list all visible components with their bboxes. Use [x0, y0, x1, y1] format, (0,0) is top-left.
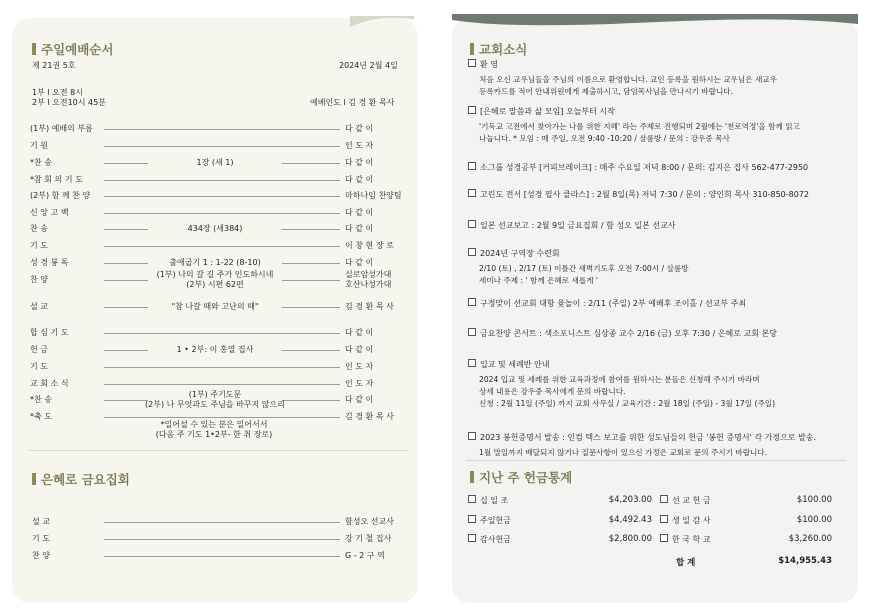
leader-line [104, 539, 340, 540]
order-label: 기 도 [30, 362, 48, 371]
news-item-line: 등록카드를 적어 안내위원에게 제출하시고, 담임목사님을 만나시기 바랍니다. [479, 87, 734, 96]
offering-label [468, 534, 511, 545]
offering-label-text: 생 일 감 사 [672, 516, 711, 525]
order-responsible: 인 도 자 [345, 362, 374, 371]
news-item-line: 2/10 (토) , 2/17 (토) 이틀간 새벽기도후 오전 7:00시 / 살롬방 [479, 264, 689, 273]
leader-line [282, 307, 340, 308]
news-item-line: 신청 : 2월 11일 (주일) 까지 교회 사무실 / 교육기간 : 2월 18일 (주일) - 3월 17일 (주일) [479, 399, 776, 408]
order-label: 찬 양 [30, 275, 48, 284]
leader-line [104, 367, 340, 368]
order-label: *찬 송 [30, 395, 52, 404]
friday-label: 찬 양 [32, 551, 50, 560]
order-responsible: 다 같 이 [345, 395, 374, 404]
checkbox-square-icon [468, 495, 476, 503]
news-title-text: 교회소식 [479, 42, 528, 57]
checkbox-square-icon [468, 189, 476, 197]
offering-amount: $100.00 [796, 515, 832, 525]
standing-note: *일어설 수 있는 분은 일어서서 [160, 420, 268, 429]
order-responsible: 다 같 이 [345, 175, 374, 184]
order-label: *축 도 [30, 412, 52, 421]
worship-leader: 예배인도 l 김 경 환 목사 [310, 98, 395, 107]
checkbox-square-icon [468, 432, 476, 440]
leader-line [104, 522, 340, 523]
offering-amount: $3,260.00 [788, 534, 832, 544]
worship-title-text: 주일예배순서 [41, 42, 114, 57]
offering-title [470, 468, 572, 486]
order-label: 찬 송 [30, 224, 48, 233]
offering-label [660, 515, 711, 526]
order-responsible: 실로암성가대 [345, 270, 392, 279]
leader-line [104, 196, 340, 197]
leader-line [104, 146, 340, 147]
news-item-head-text: 2024년 구역장 수련회 [480, 249, 560, 258]
leader-line [282, 350, 340, 351]
news-item-line: '기독교 고전에서 찾아가는 나를 위한 지혜' 라는 주제로 진행되며 2월에는 '천로역정'을 함께 읽고 [479, 122, 800, 131]
leader-line [104, 307, 148, 308]
order-detail: (1부) 주기도문 [188, 390, 242, 399]
leader-line [104, 384, 340, 385]
offering-total-amount: $14,955.43 [778, 556, 832, 566]
order-detail-2: (2부) 나 무엇과도 주님을 바꾸지 않으리 [145, 400, 285, 409]
order-detail: 1장 (새 1) [196, 158, 234, 167]
news-item-head-text: 고린도 전서 [성경 필사 클라스] : 2월 8일(목) 저녁 7:30 / 문의 : 양인희 목사 310-850-8072 [480, 190, 810, 199]
offering-label-text: 선 교 헌 금 [672, 496, 711, 505]
section-divider [28, 450, 408, 451]
checkbox-square-icon [468, 59, 476, 67]
leader-line [104, 180, 340, 181]
news-item-head [468, 328, 777, 339]
title-bar-icon [32, 43, 36, 55]
order-responsible-2: 호산나성가대 [345, 280, 392, 289]
checkbox-square-icon [468, 534, 476, 542]
news-item-head-text: 금요찬양 콘서트 : 색소포니스트 심상종 교수 2/16 (금) 오후 7:30 / 은혜로 교회 본당 [480, 329, 778, 338]
leader-line [104, 129, 340, 130]
order-responsible: 다 같 이 [345, 258, 374, 267]
worship-title [32, 40, 113, 58]
leader-line [104, 229, 148, 230]
news-item-head-text: 2023 봉헌증명서 발송 : 인컴 텍스 보고를 위한 성도님들의 헌금 '봉헌 증명서' 각 가정으로 발송. [480, 433, 817, 442]
offering-amount: $2,800.00 [608, 534, 652, 544]
friday-responsible: 함성오 선교사 [345, 517, 394, 526]
order-label: 헌 금 [30, 345, 48, 354]
leader-line [104, 163, 148, 164]
leader-line [104, 213, 340, 214]
offering-total-label: 합 계 [676, 558, 696, 568]
news-item-head [468, 189, 809, 200]
order-label: *찬 송 [30, 158, 52, 167]
offering-amount: $4,492.43 [608, 515, 652, 525]
order-responsible: 인 도 자 [345, 141, 374, 150]
order-responsible: 다 같 이 [345, 345, 374, 354]
checkbox-square-icon [468, 162, 476, 170]
service-time-1: 1부 l 오전 8시 [32, 88, 83, 97]
worship-date: 2024년 2월 4일 [339, 61, 398, 70]
corner-wave-decoration [452, 14, 858, 38]
offering-label-text: 주일헌금 [480, 516, 511, 525]
friday-responsible: 강 기 철 집사 [345, 534, 392, 543]
offering-label-text: 감사헌금 [480, 535, 511, 544]
order-detail: 434장 (새384) [187, 224, 243, 233]
news-item-line: 2024 입교 및 세례를 위한 교육과정에 참여를 원하시는 분들은 신청해 주시기 바라며 [479, 375, 760, 384]
news-title [470, 40, 527, 58]
leader-line [104, 350, 148, 351]
order-detail: 1 • 2부: 이 홍열 집사 [176, 345, 254, 354]
order-label: 교 회 소 식 [30, 379, 69, 388]
order-responsible: 인 도 자 [345, 379, 374, 388]
order-label: 신 앙 고 백 [30, 208, 69, 217]
offering-label [468, 495, 508, 506]
friday-label: 설 교 [32, 517, 50, 526]
title-bar-icon [470, 43, 474, 55]
news-item-line: 처음 오신 교우님들을 주님의 이름으로 환영합니다. 교인 등록을 원하시는 교우님은 새교우 [479, 75, 777, 84]
friday-title [32, 470, 130, 488]
leader-line [104, 556, 340, 557]
order-responsible: 김 경 환 목 사 [345, 302, 394, 311]
news-item-head [468, 59, 498, 70]
news-item-head-text: 구정맞이 선교회 대항 윷놀이 : 2/11 (주일) 2부 예배후 조이홀 / 선교부 주최 [480, 299, 747, 308]
offering-amount: $4,203.00 [608, 495, 652, 505]
next-week-prayer-note: (다음 주 기도 1•2부- 한 취 장로) [155, 430, 273, 439]
order-responsible: 다 같 이 [345, 224, 374, 233]
news-item-head [468, 298, 746, 309]
leader-line [104, 246, 340, 247]
checkbox-square-icon [468, 359, 476, 367]
friday-title-text: 은혜로 금요집회 [41, 472, 130, 487]
order-label: *참 회 의 기 도 [30, 175, 83, 184]
news-item-head [468, 162, 808, 173]
section-divider [466, 460, 846, 461]
order-responsible: 다 같 이 [345, 124, 374, 133]
order-detail: "참 나갈 때와 고난의 때" [171, 302, 259, 311]
issue-number: 제 21권 5호 [32, 61, 76, 70]
checkbox-square-icon [468, 515, 476, 523]
offering-label [660, 534, 711, 545]
offering-label [468, 515, 511, 526]
corner-wave-decoration [342, 16, 422, 32]
checkbox-square-icon [468, 248, 476, 256]
service-time-2: 2부 l 오전10시 45분 [32, 98, 106, 107]
checkbox-square-icon [660, 495, 668, 503]
order-responsible: 마하나임 찬양팀 [345, 191, 402, 200]
leader-line [104, 417, 340, 418]
order-label: (2부) 함 께 찬 양 [30, 191, 91, 200]
checkbox-square-icon [660, 515, 668, 523]
order-responsible: 이 창 현 장 로 [345, 241, 394, 250]
leader-line [282, 229, 340, 230]
order-responsible: 김 경 환 목 사 [345, 412, 394, 421]
news-item-head-text: 소그룹 성경공부 [커피브레이크] : 매주 수요일 저녁 8:00 / 문의: 김지은 집사 562-477-2950 [480, 163, 809, 172]
order-detail: 출애굽기 1 : 1-22 (8-10) [169, 258, 261, 267]
news-item-line: 1월 말일까지 배달되지 않거나 질문사항이 있으신 가정은 교회로 문의 주시기 바랍니다. [479, 448, 768, 457]
order-label: 기 원 [30, 141, 48, 150]
offering-label-text: 십 일 조 [480, 496, 509, 505]
news-item-head-text: 입교 및 세례반 안내 [480, 360, 550, 369]
news-item-head [468, 432, 816, 443]
news-item-head [468, 359, 549, 370]
friday-label: 기 도 [32, 534, 50, 543]
leader-line [282, 263, 340, 264]
checkbox-square-icon [468, 220, 476, 228]
news-item-head-text: 일본 선교보고 : 2월 9일 금요집회 / 함 성오 일본 선교사 [480, 221, 676, 230]
offering-title-text: 지난 주 헌금통계 [479, 470, 573, 485]
title-bar-icon [470, 471, 474, 483]
checkbox-square-icon [468, 106, 476, 114]
order-detail: (1부) 나의 갈 길 주가 인도하시네 [156, 270, 274, 279]
order-responsible: 다 같 이 [345, 208, 374, 217]
news-item-line: 나눕니다. * 모임 : 매 주일, 오전 9:40 -10:20 / 살롬방 / 문의 : 강우중 목사 [479, 134, 730, 143]
checkbox-square-icon [468, 328, 476, 336]
order-label: 성 경 봉 독 [30, 258, 69, 267]
order-detail-2: (2부) 시편 62편 [186, 280, 244, 289]
leader-line [104, 263, 148, 264]
offering-label [660, 495, 711, 506]
order-label: 설 교 [30, 302, 48, 311]
news-item-head [468, 248, 560, 259]
news-item-line: 상세 내용은 강우중 목사에게 문의 바랍니다. [479, 387, 626, 396]
news-item-head [468, 106, 615, 117]
order-responsible: 다 같 이 [345, 158, 374, 167]
order-label: 합 심 기 도 [30, 328, 69, 337]
news-item-head-text: 환 영 [480, 60, 498, 69]
order-responsible: 다 같 이 [345, 328, 374, 337]
news-item-head [468, 220, 676, 231]
news-item-line: 세미나 주제 : ' 함께 은혜로 새롭게 ' [479, 276, 598, 285]
offering-label-text: 한 국 학 교 [672, 535, 711, 544]
friday-responsible: G - 2 구 역 [345, 551, 385, 560]
title-bar-icon [32, 473, 36, 485]
offering-amount: $100.00 [796, 495, 832, 505]
leader-line [282, 163, 340, 164]
checkbox-square-icon [660, 534, 668, 542]
order-label: (1부) 예배의 부름 [30, 124, 93, 133]
news-item-head-text: [은혜로 말씀과 삶 모임] 오늘부터 시작 [480, 107, 615, 116]
order-label: 기 도 [30, 241, 48, 250]
leader-line [104, 333, 340, 334]
checkbox-square-icon [468, 298, 476, 306]
